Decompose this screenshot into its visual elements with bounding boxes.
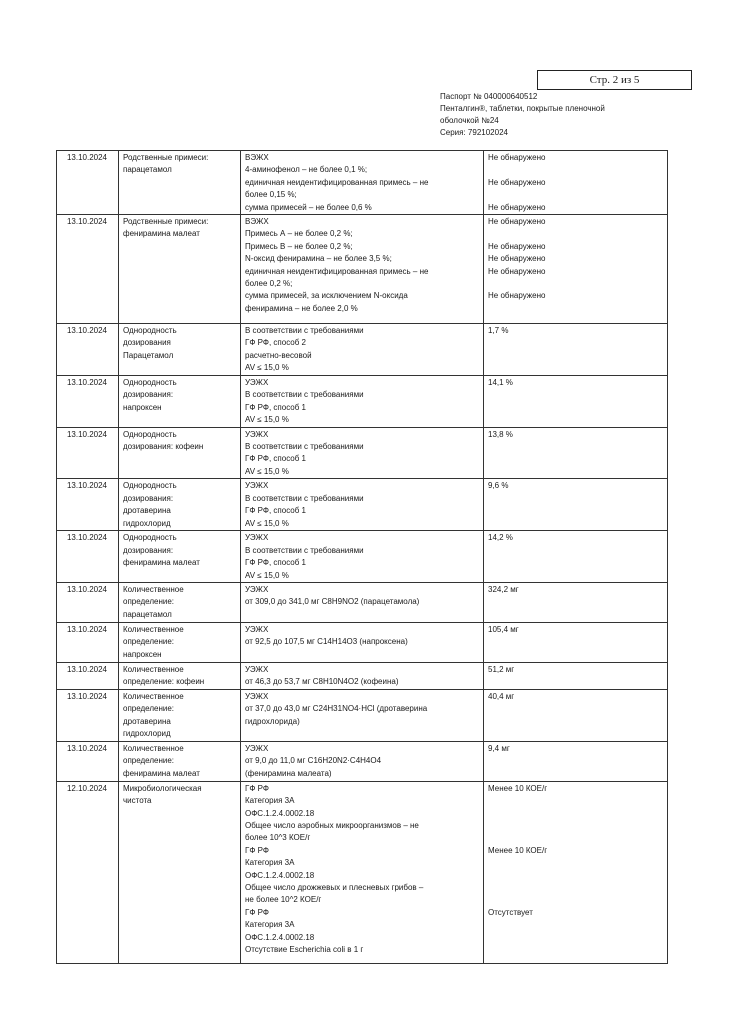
test-date: 13.10.2024 bbox=[57, 479, 119, 531]
test-date: 13.10.2024 bbox=[57, 215, 119, 324]
test-specification bbox=[241, 376, 484, 428]
test-date: 13.10.2024 bbox=[57, 376, 119, 428]
test-result-line: 40,4 мг bbox=[488, 691, 515, 701]
test-name-line: дротаверина bbox=[123, 506, 171, 516]
test-specification-line: ВЭЖХ bbox=[245, 217, 269, 227]
test-result-line: Не обнаружено bbox=[488, 217, 546, 227]
table-row bbox=[57, 376, 668, 428]
test-result-line: Не обнаружено bbox=[488, 254, 546, 264]
test-result bbox=[484, 781, 668, 963]
test-specification-line: единичная неидентифицированная примесь – не bbox=[245, 177, 429, 187]
test-specification-line: ГФ РФ bbox=[245, 783, 269, 793]
test-specification-line: Отсутствие Escherichia coli в 1 г bbox=[245, 945, 364, 954]
test-specification-line: УЭЖХ bbox=[245, 664, 269, 674]
test-name-line: Однородность bbox=[123, 326, 177, 336]
test-name-line: Однородность bbox=[123, 533, 177, 543]
test-specification-line: более 0,15 %; bbox=[245, 190, 297, 200]
test-specification-line: фенирамина – не более 2,0 % bbox=[245, 303, 358, 313]
test-specification-line: от 309,0 до 341,0 мг C8H9NO2 (парацетамола) bbox=[245, 597, 420, 607]
test-name bbox=[119, 531, 241, 583]
page-number-box: Стр. 2 из 5 bbox=[537, 70, 692, 90]
test-date: 13.10.2024 bbox=[57, 689, 119, 741]
test-specification-line: В соответствии с требованиями bbox=[245, 442, 364, 452]
test-result-line: Менее 10 КОЕ/г bbox=[488, 783, 548, 793]
table-row bbox=[57, 582, 668, 622]
test-result-line: Не обнаружено bbox=[488, 291, 546, 301]
test-specification-line: AV ≤ 15,0 % bbox=[245, 466, 289, 476]
table-row bbox=[57, 215, 668, 324]
test-result-line bbox=[488, 869, 664, 881]
test-result-line bbox=[488, 857, 664, 869]
test-specification bbox=[241, 324, 484, 376]
test-result bbox=[484, 622, 668, 662]
test-specification bbox=[241, 622, 484, 662]
test-specification bbox=[241, 427, 484, 479]
test-result-line bbox=[488, 278, 664, 290]
test-name-line: Количественное bbox=[123, 664, 184, 674]
test-name-line: определение: bbox=[123, 704, 175, 714]
test-name bbox=[119, 622, 241, 662]
test-specification-line: Категория 3А bbox=[245, 858, 295, 868]
test-name-line: Количественное bbox=[123, 584, 184, 594]
test-specification bbox=[241, 215, 484, 324]
test-specification-line: Общее число дрожжевых и плесневых грибов – bbox=[245, 882, 424, 892]
test-specification-line: от 46,3 до 53,7 мг C8H10N4O2 (кофеина) bbox=[245, 677, 399, 687]
test-specification-line: УЭЖХ bbox=[245, 533, 269, 543]
test-specification-line: УЭЖХ bbox=[245, 691, 269, 701]
test-specification-line: В соответствии с требованиями bbox=[245, 545, 364, 555]
test-specification-line: Общее число аэробных микроорганизмов – не bbox=[245, 820, 419, 830]
test-result-line bbox=[488, 882, 664, 894]
test-specification-line: Категория 3А bbox=[245, 920, 295, 930]
test-result bbox=[484, 151, 668, 215]
test-specification-line: УЭЖХ bbox=[245, 481, 269, 491]
table-row bbox=[57, 622, 668, 662]
test-specification-line: не более 10^2 КОЕ/г bbox=[245, 895, 322, 905]
test-name-line: чистота bbox=[123, 796, 152, 806]
test-specification-line: AV ≤ 15,0 % bbox=[245, 363, 289, 373]
test-date: 13.10.2024 bbox=[57, 151, 119, 215]
test-result-line bbox=[488, 189, 664, 201]
test-result-line: Не обнаружено bbox=[488, 177, 546, 187]
test-specification-line: ГФ РФ, способ 2 bbox=[245, 338, 306, 348]
test-result-line: 13,8 % bbox=[488, 429, 513, 439]
test-name bbox=[119, 582, 241, 622]
test-specification bbox=[241, 479, 484, 531]
test-specification-line: ОФС.1.2.4.0002.18 bbox=[245, 932, 315, 942]
test-name-line: фенирамина малеат bbox=[123, 229, 200, 239]
test-specification-line: УЭЖХ bbox=[245, 743, 269, 753]
test-result-line: 51,2 мг bbox=[488, 664, 515, 674]
test-result bbox=[484, 376, 668, 428]
test-result bbox=[484, 689, 668, 741]
test-specification-line: ГФ РФ, способ 1 bbox=[245, 454, 306, 464]
test-results-table bbox=[56, 150, 668, 964]
test-name-line: Однородность bbox=[123, 481, 177, 491]
test-specification bbox=[241, 151, 484, 215]
test-result-line: Не обнаружено bbox=[488, 153, 546, 162]
test-date: 13.10.2024 bbox=[57, 741, 119, 781]
test-name-line: фенирамина малеат bbox=[123, 768, 200, 778]
test-name-line: определение: кофеин bbox=[123, 677, 205, 687]
test-specification-line: ГФ РФ, способ 1 bbox=[245, 402, 306, 412]
test-specification-line: расчетно-весовой bbox=[245, 350, 312, 360]
product-name: Пенталгин®, таблетки, покрытые пленочной bbox=[440, 104, 605, 113]
test-date: 13.10.2024 bbox=[57, 582, 119, 622]
test-specification-line: (фенирамина малеата) bbox=[245, 768, 332, 778]
test-name-line: гидрохлорид bbox=[123, 518, 171, 528]
table-row bbox=[57, 324, 668, 376]
test-name-line: Однородность bbox=[123, 429, 177, 439]
test-name-line: гидрохлорид bbox=[123, 728, 171, 738]
test-specification-line: сумма примесей, за исключением N-оксида bbox=[245, 291, 408, 301]
test-result-line: 324,2 мг bbox=[488, 584, 519, 594]
test-name-line: дозирования: кофеин bbox=[123, 442, 204, 452]
test-result bbox=[484, 582, 668, 622]
test-name-line: дротаверина bbox=[123, 716, 171, 726]
test-specification-line: более 10^3 КОЕ/г bbox=[245, 833, 311, 843]
test-specification-line: УЭЖХ bbox=[245, 584, 269, 594]
test-result-line bbox=[488, 820, 664, 832]
table-row bbox=[57, 151, 668, 215]
test-specification-line: единичная неидентифицированная примесь – не bbox=[245, 266, 429, 276]
test-result bbox=[484, 324, 668, 376]
test-name bbox=[119, 151, 241, 215]
test-name-line: Количественное bbox=[123, 624, 184, 634]
table-row bbox=[57, 479, 668, 531]
test-result-line bbox=[488, 894, 664, 906]
test-specification-line: ГФ РФ bbox=[245, 845, 269, 855]
test-specification bbox=[241, 781, 484, 963]
test-name-line: определение: bbox=[123, 597, 175, 607]
table-row bbox=[57, 781, 668, 963]
test-specification-line: ОФС.1.2.4.0002.18 bbox=[245, 870, 315, 880]
test-name bbox=[119, 781, 241, 963]
test-specification-line: Примесь В – не более 0,2 %; bbox=[245, 241, 353, 251]
test-name bbox=[119, 741, 241, 781]
test-name bbox=[119, 376, 241, 428]
test-specification bbox=[241, 531, 484, 583]
test-date: 13.10.2024 bbox=[57, 427, 119, 479]
test-name-line: Однородность bbox=[123, 378, 177, 388]
test-name bbox=[119, 215, 241, 324]
test-result bbox=[484, 215, 668, 324]
test-result-line: Не обнаружено bbox=[488, 202, 546, 212]
test-result bbox=[484, 427, 668, 479]
test-result-line bbox=[488, 832, 664, 844]
test-result-line: Не обнаружено bbox=[488, 241, 546, 251]
test-specification-line: AV ≤ 15,0 % bbox=[245, 518, 289, 528]
test-name-line: дозирования bbox=[123, 338, 171, 348]
test-name-line: парацетамол bbox=[123, 609, 172, 619]
test-specification-line: от 9,0 до 11,0 мг C16H20N2·C4H4O4 bbox=[245, 756, 382, 766]
test-specification-line: УЭЖХ bbox=[245, 624, 269, 634]
test-specification-line: Категория 3А bbox=[245, 796, 295, 806]
test-specification-line: AV ≤ 15,0 % bbox=[245, 415, 289, 425]
test-result-line: 14,2 % bbox=[488, 533, 513, 543]
test-specification-line: ГФ РФ bbox=[245, 907, 269, 917]
test-date: 13.10.2024 bbox=[57, 324, 119, 376]
test-result-line: 1,7 % bbox=[488, 326, 509, 336]
test-specification-line: 4-аминофенол – не более 0,1 %; bbox=[245, 165, 368, 175]
test-specification-line: В соответствии с требованиями bbox=[245, 326, 364, 336]
test-specification-line: Примесь А – не более 0,2 %; bbox=[245, 229, 353, 239]
test-specification-line: ОФС.1.2.4.0002.18 bbox=[245, 808, 315, 818]
test-result-line: 9,6 % bbox=[488, 481, 509, 491]
test-name-line: дозирования: bbox=[123, 390, 174, 400]
test-name bbox=[119, 427, 241, 479]
test-specification-line: сумма примесей – не более 0,6 % bbox=[245, 202, 372, 212]
test-name-line: Родственные примеси: bbox=[123, 153, 209, 162]
test-specification-line: более 0,2 %; bbox=[245, 279, 293, 289]
passport-number: Паспорт № 040000640512 bbox=[440, 92, 538, 101]
test-specification bbox=[241, 741, 484, 781]
test-date: 12.10.2024 bbox=[57, 781, 119, 963]
test-specification-line: ВЭЖХ bbox=[245, 153, 269, 162]
test-result-line bbox=[488, 808, 664, 820]
test-result-line: Менее 10 КОЕ/г bbox=[488, 845, 548, 855]
test-name-line: Родственные примеси: bbox=[123, 217, 209, 227]
test-specification bbox=[241, 662, 484, 689]
test-result-line: 105,4 мг bbox=[488, 624, 519, 634]
test-name bbox=[119, 324, 241, 376]
document-header bbox=[440, 91, 605, 139]
test-result-line: Отсутствует bbox=[488, 907, 533, 917]
test-name bbox=[119, 662, 241, 689]
table-row bbox=[57, 741, 668, 781]
test-specification-line: от 92,5 до 107,5 мг C14H14O3 (напроксена) bbox=[245, 637, 408, 647]
test-name-line: определение: bbox=[123, 756, 175, 766]
test-name-line: напроксен bbox=[123, 402, 162, 412]
test-specification bbox=[241, 582, 484, 622]
test-name-line: фенирамина малеат bbox=[123, 558, 200, 568]
test-name-line: дозирования: bbox=[123, 545, 174, 555]
test-specification-line: N-оксид фенирамина – не более 3,5 %; bbox=[245, 254, 392, 264]
test-date: 13.10.2024 bbox=[57, 531, 119, 583]
test-specification-line: УЭЖХ bbox=[245, 429, 269, 439]
test-date: 13.10.2024 bbox=[57, 662, 119, 689]
table-row bbox=[57, 427, 668, 479]
test-result-line: 14,1 % bbox=[488, 378, 513, 388]
table-row bbox=[57, 662, 668, 689]
product-form: оболочкой №24 bbox=[440, 116, 499, 125]
test-date: 13.10.2024 bbox=[57, 622, 119, 662]
test-name bbox=[119, 689, 241, 741]
test-specification-line: В соответствии с требованиями bbox=[245, 493, 364, 503]
test-result bbox=[484, 531, 668, 583]
test-name-line: парацетамол bbox=[123, 165, 172, 175]
test-name-line: определение: bbox=[123, 637, 175, 647]
table-row bbox=[57, 689, 668, 741]
test-result-line bbox=[488, 795, 664, 807]
test-name-line: Количественное bbox=[123, 743, 184, 753]
test-specification-line: AV ≤ 15,0 % bbox=[245, 570, 289, 580]
test-name-line: дозирования: bbox=[123, 493, 174, 503]
test-specification-line: от 37,0 до 43,0 мг C24H31NO4·HCl (дротаверина bbox=[245, 704, 428, 714]
test-name-line: Количественное bbox=[123, 691, 184, 701]
table-row bbox=[57, 531, 668, 583]
test-result-line bbox=[488, 164, 664, 176]
test-result-line bbox=[488, 228, 664, 240]
test-name-line: Парацетамол bbox=[123, 350, 174, 360]
test-result-line: 9,4 мг bbox=[488, 743, 510, 753]
test-result bbox=[484, 479, 668, 531]
test-name bbox=[119, 479, 241, 531]
test-specification-line: ГФ РФ, способ 1 bbox=[245, 558, 306, 568]
test-specification bbox=[241, 689, 484, 741]
test-specification-line: гидрохлорида) bbox=[245, 716, 300, 726]
test-result-line: Не обнаружено bbox=[488, 266, 546, 276]
test-result bbox=[484, 662, 668, 689]
test-name-line: Микробиологическая bbox=[123, 783, 202, 793]
test-specification-line: В соответствии с требованиями bbox=[245, 390, 364, 400]
test-specification-line: УЭЖХ bbox=[245, 378, 269, 388]
test-specification-line: ГФ РФ, способ 1 bbox=[245, 506, 306, 516]
batch-series: Серия: 792102024 bbox=[440, 128, 508, 137]
test-name-line: напроксен bbox=[123, 649, 162, 659]
test-result bbox=[484, 741, 668, 781]
